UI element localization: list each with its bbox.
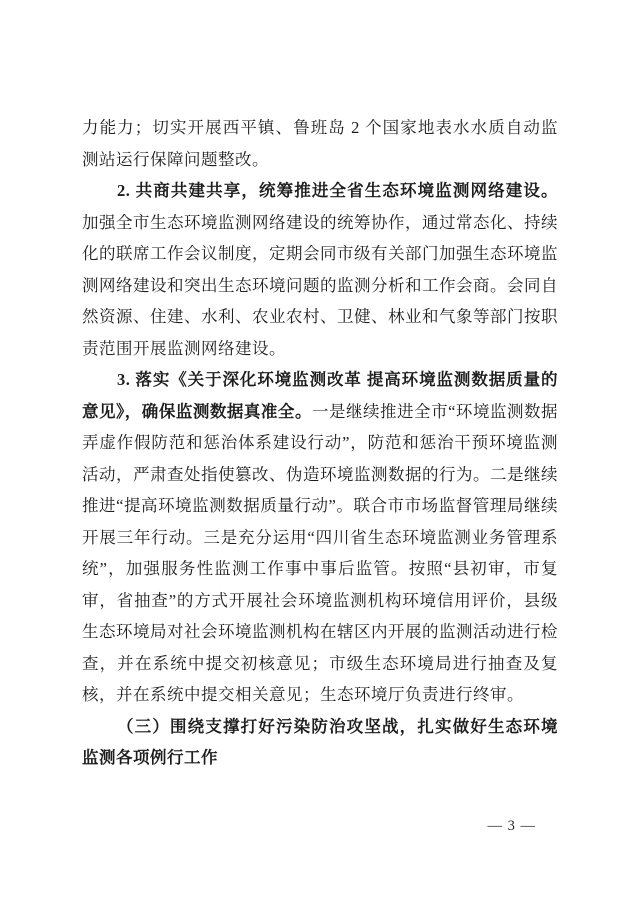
text-segment-bold: （三）围绕支撑打好污染防治攻坚战，扎实做好生态环境监测各项例行工作 bbox=[82, 716, 558, 767]
body-text bbox=[82, 112, 558, 774]
paragraph bbox=[82, 175, 558, 364]
text-segment: 一是继续推进全市“环境监测数据弄虚作假防范和惩治体系建设行动”，防范和惩治干预环境监测活动，严肃查处指使篡改、伪造环境监测数据的行为。二是继续推进“提高环境监测数据质量行动”。联合市市场监督管理局继续开展三年行动。三是充分运用“四川省生态环境监测业务管理系统”，加强服务性监测工作事中事后监管。按照“县初审，市复审，省抽查”的方式开展社会环境监测机构环境信用评价，县级生态环境局对社会环境监测机构在辖区内开展的监测活动进行检查，并在系统中提交初核意见；市级生态环境局进行抽查及复核，并在系统中提交相关意见；生态环境厅负责进行终审。 bbox=[82, 401, 559, 704]
page-number: — 3 — bbox=[487, 818, 536, 834]
text-segment-bold: 2. 共商共建共享，统筹推进全省生态环境监测网络建设。 bbox=[117, 181, 558, 200]
text-segment: 加强全市生态环境监测网络建设的统筹协作，通过常态化、持续化的联席工作会议制度，定期会同市级有关部门加强生态环境监测网络建设和突出生态环境问题的监测分析和工作会商。会同自然资源、住建、水利、农业农村、卫健、林业和气象等部门按职责范围开展监测网络建设。 bbox=[82, 212, 558, 358]
text-segment-bold: 3. 落实《关于深化环境监测改革 提高环境监测数据质量的意见》，确保监测数据真准全。 bbox=[82, 370, 558, 421]
text-segment: 力能力；切实开展西平镇、鲁班岛 2 个国家地表水水质自动监测站运行保障问题整改。 bbox=[82, 118, 558, 169]
paragraph bbox=[82, 711, 558, 774]
paragraph bbox=[82, 364, 558, 711]
paragraph bbox=[82, 112, 558, 175]
